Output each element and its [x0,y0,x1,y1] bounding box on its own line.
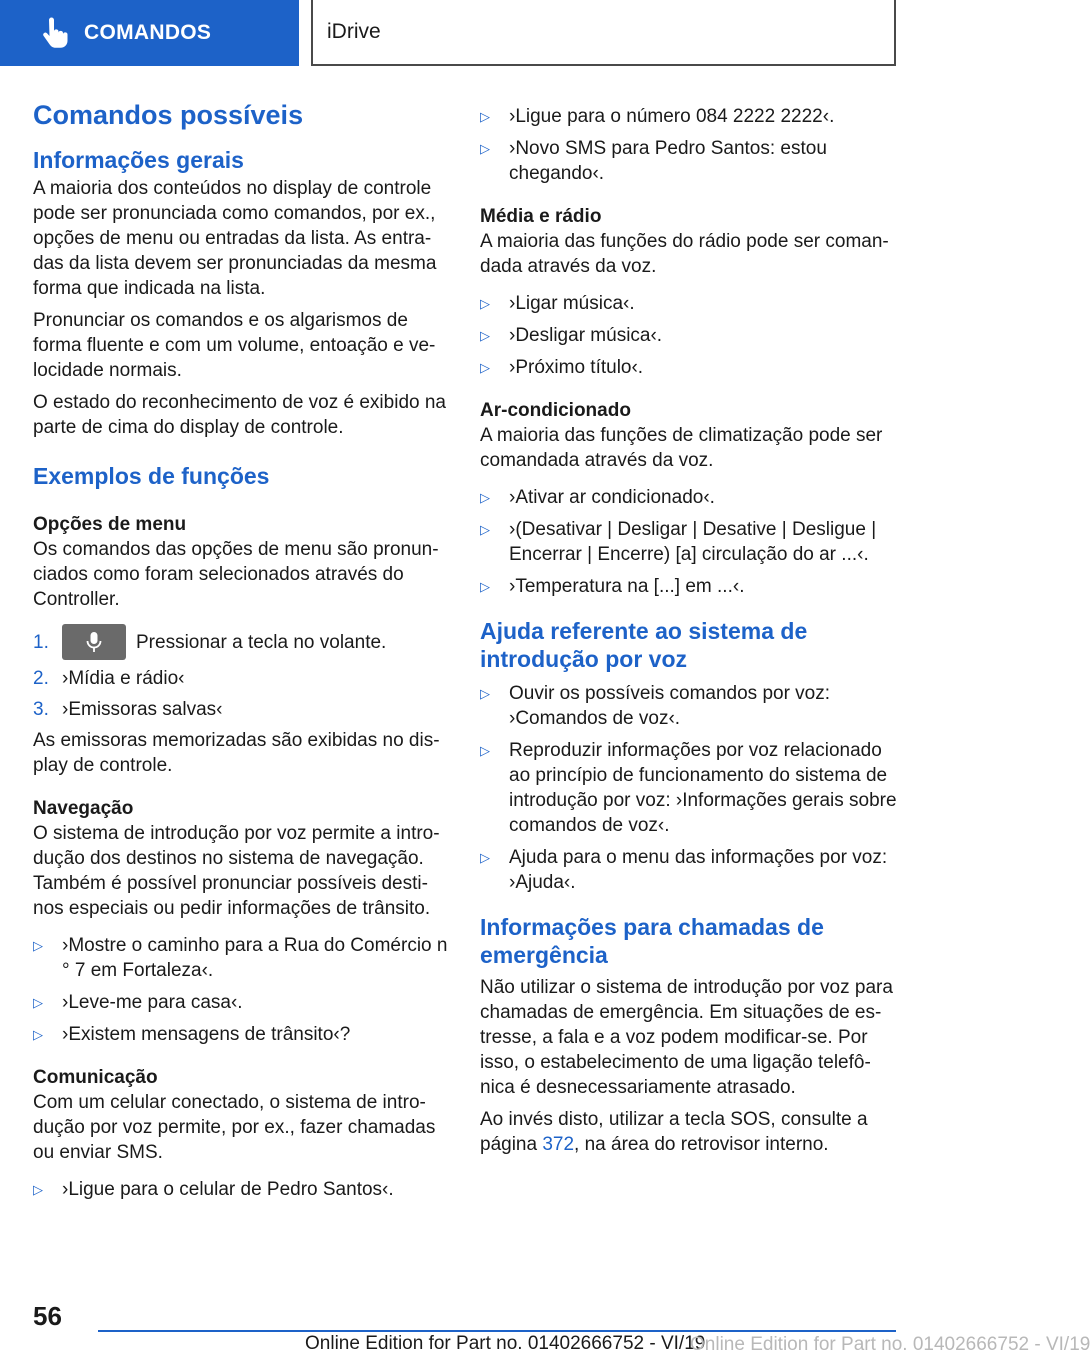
heading-air-conditioning: Ar-condicionado [480,400,631,421]
paragraph: Com um celular conectado, o sistema de introdução por voz permite, por ex., fazer chamadas ou enviar SMS. [33,1092,436,1163]
microphone-icon [85,631,103,653]
triangle-bullet-icon: ▷ [33,995,43,1010]
step-text: Pressionar a tecla no volante. [136,631,387,653]
page-number: 56 [33,1301,62,1331]
chapter-tab [0,0,299,66]
heading-media-radio: Média e rádio [480,206,602,227]
heading-communication: Comunicação [33,1067,158,1088]
heading-emergency-calls: Informações para chamadas de emergência [480,914,824,968]
section-header [311,0,896,66]
step-item [33,666,448,691]
chapter-title: COMANDOS [84,21,212,44]
step-item [33,624,448,660]
bullet-list [33,1177,448,1202]
list-item: ▷ ›Novo SMS para Pedro Santos: estou chegando‹. [480,138,827,184]
step-text: ›Emissoras salvas‹ [62,699,223,720]
triangle-bullet-icon: ▷ [480,579,490,594]
list-item: ▷ ›Temperatura na [...] em ...‹. [480,576,745,597]
step-number: 3. [33,699,49,720]
list-item: ▷ Ouvir os possíveis comandos por voz: ›Comandos de voz‹. [480,683,831,729]
heading-navigation: Navegação [33,798,134,819]
section-title: iDrive [327,20,381,43]
paragraph: A maioria dos conteúdos no display de controle pode ser pronunciada como comandos, por ex., opções de menu ou entradas da lista. As entradas da lista devem ser pronunciadas da mesma forma que indicada na lista. [33,178,437,299]
voice-button-graphic [62,624,126,660]
heading-voice-help: Ajuda referente ao sistema de introdução por voz [480,618,808,672]
footer-edition: Online Edition for Part no. 01402666752 - VI/19 [305,1333,706,1354]
bullet-list [480,104,898,186]
list-item: ▷ ›Leve-me para casa‹. [33,992,243,1013]
paragraph: A maioria das funções de climatização pode ser comandada através da voz. [480,425,883,471]
right-column [480,100,898,1164]
paragraph: A maioria das funções do rádio pode ser comandada através da voz. [480,231,889,277]
triangle-bullet-icon: ▷ [480,850,490,865]
page-reference-link[interactable]: 372 [542,1134,575,1155]
footer-divider [98,1330,896,1332]
list-item: ▷ ›Ligue para o número 084 2222 2222‹. [480,106,835,127]
watermark: Online Edition for Part no. 01402666752 - VI/19 [690,1334,1090,1355]
triangle-bullet-icon: ▷ [480,296,490,311]
heading-menu-options: Opções de menu [33,514,187,535]
list-item: ▷ ›Ligue para o celular de Pedro Santos‹. [33,1179,394,1200]
paragraph: O estado do reconhecimento de voz é exibido na parte de cima do display de controle. [33,392,446,438]
hand-pointer-icon [36,16,70,50]
paragraph-sos: Ao invés disto, utilizar a tecla SOS, consulte a página 372, na área do retrovisor interno. [480,1109,868,1155]
step-list [33,624,448,722]
triangle-bullet-icon: ▷ [480,490,490,505]
triangle-bullet-icon: ▷ [480,686,490,701]
triangle-bullet-icon: ▷ [33,938,43,953]
paragraph: As emissoras memorizadas são exibidas no display de controle. [33,730,440,776]
list-item: ▷ ›Ligar música‹. [480,293,635,314]
triangle-bullet-icon: ▷ [480,360,490,375]
step-item [33,697,448,722]
triangle-bullet-icon: ▷ [480,328,490,343]
triangle-bullet-icon: ▷ [480,743,490,758]
triangle-bullet-icon: ▷ [480,522,490,537]
list-item: ▷ ›Mostre o caminho para a Rua do Comércio n ° 7 em Fortaleza‹. [33,935,448,981]
list-item: ▷ ›Existem mensagens de trânsito‹? [33,1024,351,1045]
left-column [33,98,448,1209]
page-title: Comandos possíveis [33,100,304,130]
triangle-bullet-icon: ▷ [480,109,490,124]
list-item: ▷ Ajuda para o menu das informações por voz: ›Ajuda‹. [480,847,888,893]
triangle-bullet-icon: ▷ [33,1182,43,1197]
paragraph: Os comandos das opções de menu são pronunciados como foram selecionados através do Controller. [33,539,439,610]
bullet-list [480,291,898,380]
list-item: ▷ ›Próximo título‹. [480,357,644,378]
bullet-list [480,681,898,895]
paragraph: Pronunciar os comandos e os algarismos de forma fluente e com um volume, entoação e velocidade normais. [33,310,436,381]
step-number: 1. [33,631,49,653]
heading-general-info: Informações gerais [33,147,244,173]
list-item: ▷ ›Ativar ar condicionado‹. [480,487,715,508]
paragraph: Não utilizar o sistema de introdução por voz para chamadas de emergência. Em situações de estresse, a fala e a voz podem modificar-se. Por isso, o estabelecimento de uma ligação telefônica é desnecessariamente atrasado. [480,977,893,1098]
triangle-bullet-icon: ▷ [33,1027,43,1042]
bullet-list [480,485,898,599]
paragraph: O sistema de introdução por voz permite a introdução dos destinos no sistema de navegação. Também é possível pronunciar possíveis destinos especiais ou pedir informações de trânsito. [33,823,440,919]
step-text: ›Mídia e rádio‹ [62,668,185,689]
list-item: ▷ ›(Desativar | Desligar | Desative | Desligue | Encerrar | Encerre) [a] circulação do ar ...‹. [480,519,877,565]
triangle-bullet-icon: ▷ [480,141,490,156]
bullet-list [33,933,448,1047]
heading-function-examples: Exemplos de funções [33,463,270,489]
step-number: 2. [33,668,49,689]
list-item: ▷ Reproduzir informações por voz relacionado ao princípio de funcionamento do sistema de introdução por voz: ›Informações gerais sobre comandos de voz‹. [480,740,897,836]
list-item: ▷ ›Desligar música‹. [480,325,663,346]
